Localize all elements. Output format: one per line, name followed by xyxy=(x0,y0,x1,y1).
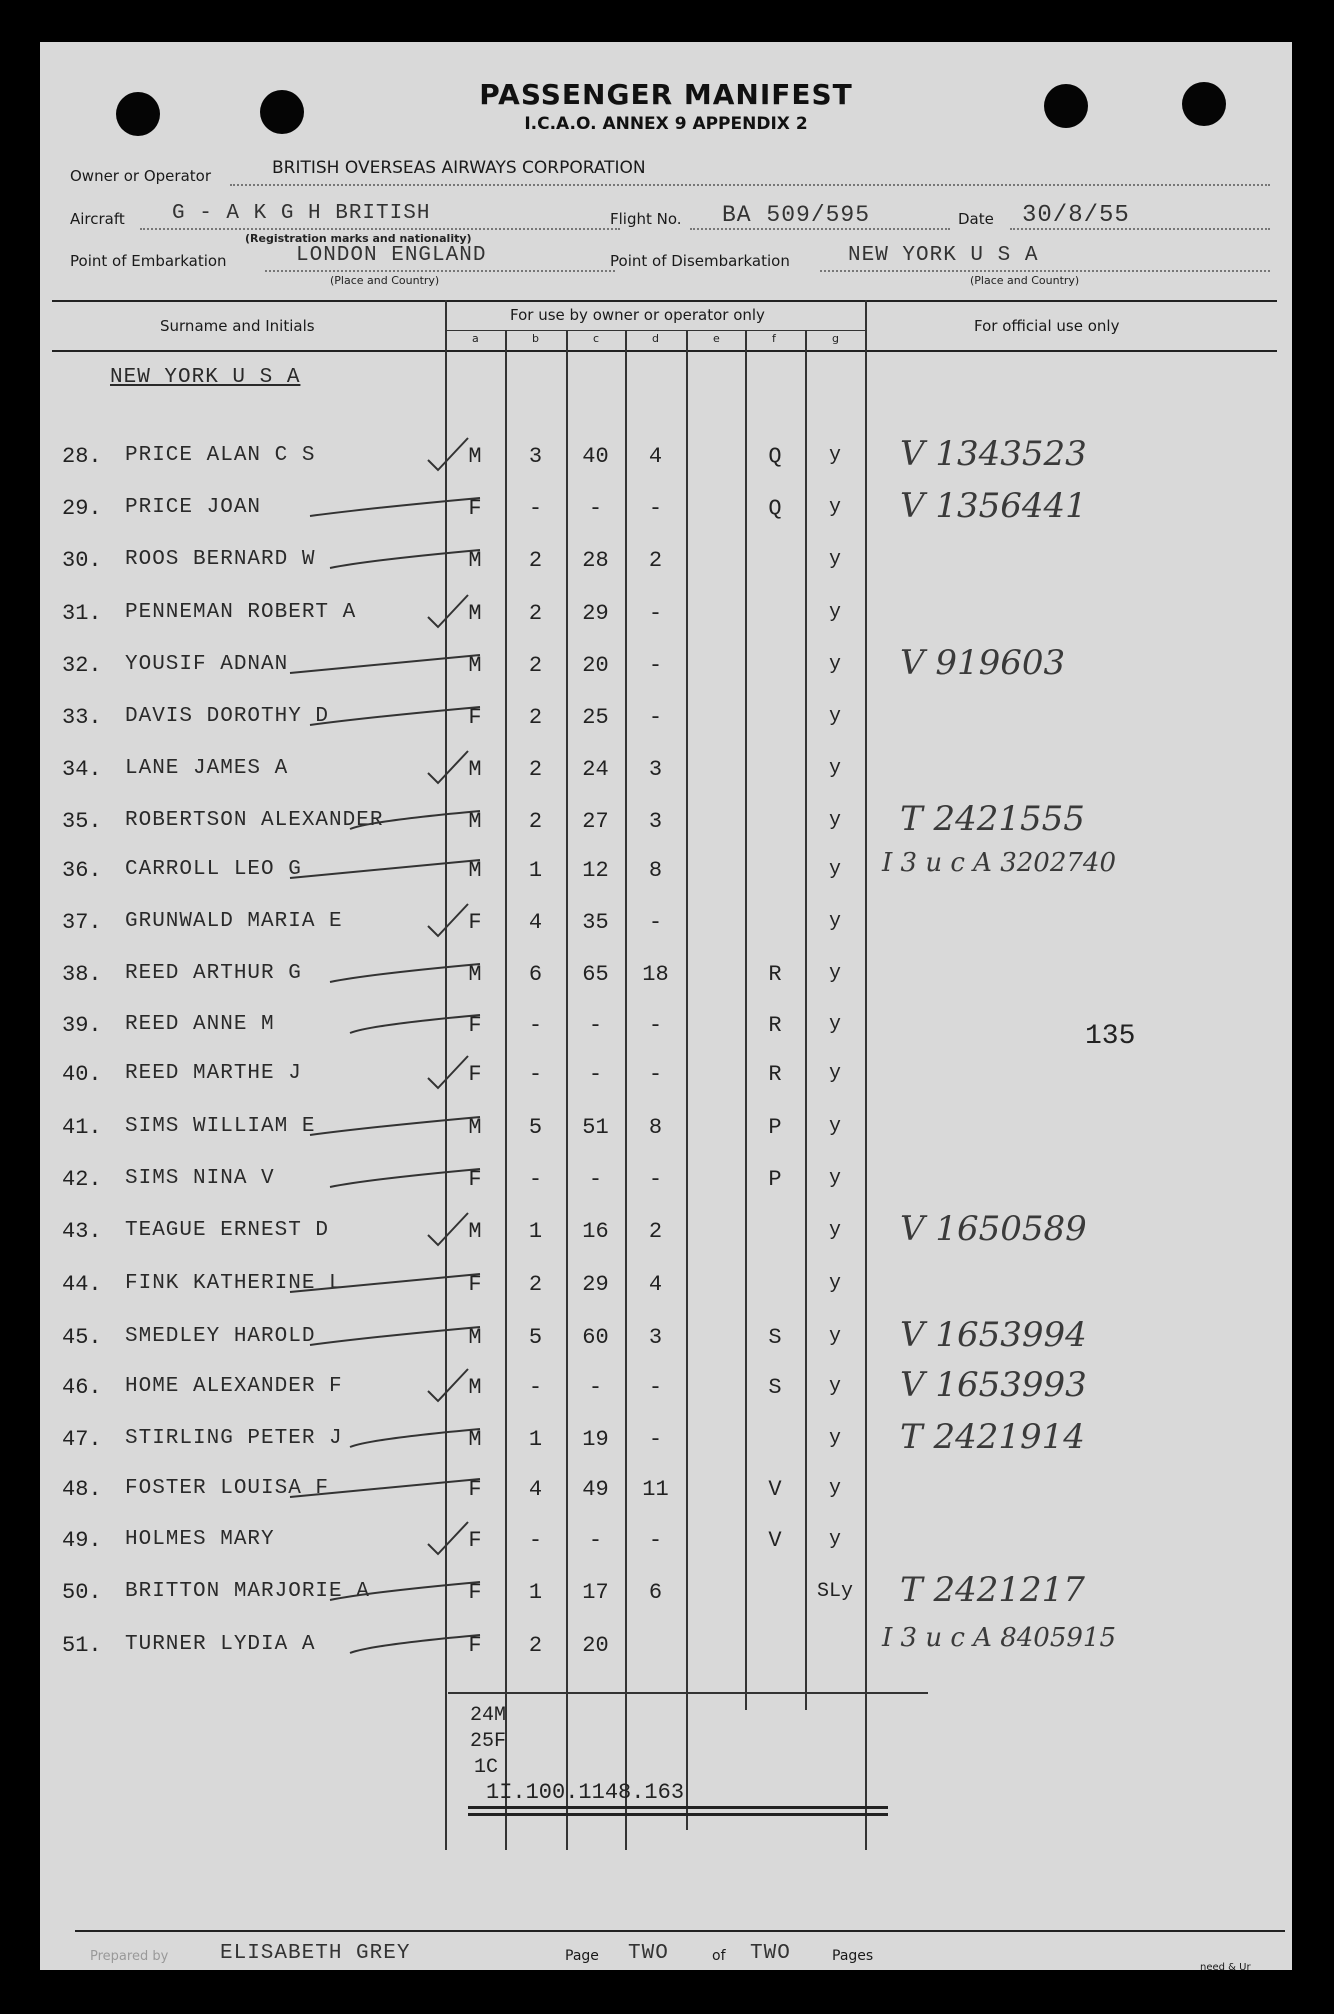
check-mark xyxy=(428,1213,468,1245)
cell-b: - xyxy=(528,1013,543,1038)
row-number: 36. xyxy=(62,858,102,883)
cell-d: 8 xyxy=(648,1115,663,1140)
cell-c: 12 xyxy=(582,858,609,883)
cell-b: 2 xyxy=(528,601,543,626)
cell-d: - xyxy=(648,1427,663,1452)
cell-c: 27 xyxy=(582,809,609,834)
cell-a: F xyxy=(468,705,482,730)
row-number: 34. xyxy=(62,757,102,782)
official-entry: I 3 u c A 3202740 xyxy=(882,848,1117,878)
flight-label: Flight No. xyxy=(610,210,682,228)
row-number: 35. xyxy=(62,809,102,834)
row-number: 46. xyxy=(62,1375,102,1400)
cell-d: - xyxy=(648,1528,663,1553)
row-number: 50. xyxy=(62,1580,102,1605)
cell-g: SLy xyxy=(816,1580,853,1603)
cell-b: - xyxy=(528,1375,543,1400)
row-number: 48. xyxy=(62,1477,102,1502)
row-number: 51. xyxy=(62,1633,102,1658)
passenger-name: ROOS BERNARD W xyxy=(125,548,316,571)
cell-b: 2 xyxy=(528,757,543,782)
row-number: 45. xyxy=(62,1325,102,1350)
row-number: 38. xyxy=(62,962,102,987)
of-label: of xyxy=(712,1948,726,1964)
official-entry: V 919603 xyxy=(900,643,1066,683)
cell-g: y xyxy=(828,1115,841,1138)
disembarkation-value: NEW YORK U S A xyxy=(848,244,1039,267)
cell-c: 65 xyxy=(582,962,609,987)
official-entry: V 1653994 xyxy=(900,1315,1087,1355)
cell-a: M xyxy=(468,444,482,469)
check-mark xyxy=(428,1369,468,1401)
official-entry: 135 xyxy=(1085,1021,1136,1052)
passenger-name: REED MARTHE J xyxy=(125,1062,302,1085)
cell-a: M xyxy=(468,1219,482,1244)
cell-g: y xyxy=(828,1062,841,1085)
official-entry: V 1343523 xyxy=(900,434,1087,474)
cell-a: F xyxy=(468,1272,482,1297)
cell-f: Q xyxy=(768,444,782,469)
cell-b: - xyxy=(528,1528,543,1553)
sub-column-c: c xyxy=(593,332,600,345)
row-number: 49. xyxy=(62,1528,102,1553)
strike-line xyxy=(350,1015,480,1033)
cell-d: 6 xyxy=(648,1580,663,1605)
cell-c: 51 xyxy=(582,1115,609,1140)
row-number: 28. xyxy=(62,444,102,469)
cell-g: y xyxy=(828,1219,841,1242)
cell-b: 2 xyxy=(528,1272,543,1297)
owner-columns-header: For use by owner or operator only xyxy=(510,306,765,324)
cell-g: y xyxy=(828,444,841,467)
cell-g: y xyxy=(828,653,841,676)
sub-column-f: f xyxy=(772,332,776,345)
strike-line xyxy=(350,811,480,829)
passenger-name: LANE JAMES A xyxy=(125,757,289,780)
cell-a: F xyxy=(468,1013,482,1038)
passenger-name: TEAGUE ERNEST D xyxy=(125,1219,330,1242)
cell-b: 2 xyxy=(528,1633,543,1658)
owner-label: Owner or Operator xyxy=(70,167,211,185)
sub-column-e: e xyxy=(713,332,720,345)
cell-c: 19 xyxy=(582,1427,609,1452)
cell-a: M xyxy=(468,1325,482,1350)
totals-sum: 1I.100.1148.163 xyxy=(486,1780,685,1805)
stamp-mark: need & Ur xyxy=(1200,1962,1251,1973)
cell-d: - xyxy=(648,1062,663,1087)
cell-f: V xyxy=(768,1528,782,1553)
passenger-name: PRICE JOAN xyxy=(125,496,262,519)
cell-d: - xyxy=(648,1013,663,1038)
date-value: 30/8/55 xyxy=(1022,202,1130,229)
manifest-title: PASSENGER MANIFEST xyxy=(479,78,853,111)
cell-a: M xyxy=(468,757,482,782)
cell-d: 18 xyxy=(642,962,669,987)
destination-heading: NEW YORK U S A xyxy=(110,366,301,389)
cell-d: 2 xyxy=(648,548,663,573)
row-number: 32. xyxy=(62,653,102,678)
cell-c: - xyxy=(588,1375,603,1400)
row-number: 33. xyxy=(62,705,102,730)
aircraft-label: Aircraft xyxy=(70,210,125,228)
passenger-name: YOUSIF ADNAN xyxy=(125,653,289,676)
cell-d: 3 xyxy=(648,1325,663,1350)
check-mark xyxy=(428,595,468,627)
cell-a: F xyxy=(468,1167,482,1192)
cell-g: y xyxy=(828,1375,841,1398)
date-label: Date xyxy=(958,210,994,228)
cell-g: y xyxy=(828,1477,841,1500)
strike-line xyxy=(290,655,480,673)
cell-f: S xyxy=(768,1325,782,1350)
total-children: 1C xyxy=(474,1756,499,1779)
official-column-header: For official use only xyxy=(974,317,1120,335)
cell-c: - xyxy=(588,1013,603,1038)
cell-g: y xyxy=(828,1325,841,1348)
passenger-name: SIMS WILLIAM E xyxy=(125,1115,316,1138)
strike-line xyxy=(290,1274,480,1292)
passenger-name: PRICE ALAN C S xyxy=(125,444,316,467)
passenger-name: FINK KATHERINE L xyxy=(125,1272,343,1295)
cell-c: 17 xyxy=(582,1580,609,1605)
cell-a: F xyxy=(468,1477,482,1502)
cell-c: 25 xyxy=(582,705,609,730)
official-entry: T 2421217 xyxy=(900,1570,1085,1610)
page-label: Page xyxy=(565,1948,599,1964)
row-number: 31. xyxy=(62,601,102,626)
strike-line xyxy=(350,1429,480,1447)
sub-column-g: g xyxy=(832,332,839,345)
cell-g: y xyxy=(828,962,841,985)
cell-g: y xyxy=(828,548,841,571)
cell-d: - xyxy=(648,653,663,678)
passenger-name: DAVIS DOROTHY D xyxy=(125,705,330,728)
pen-strokes xyxy=(40,42,1292,1970)
passenger-name: TURNER LYDIA A xyxy=(125,1633,316,1656)
cell-g: y xyxy=(828,757,841,780)
cell-f: P xyxy=(768,1167,782,1192)
cell-c: 20 xyxy=(582,653,609,678)
cell-b: 1 xyxy=(528,1580,543,1605)
cell-g: y xyxy=(828,1013,841,1036)
cell-f: P xyxy=(768,1115,782,1140)
cell-a: M xyxy=(468,858,482,883)
total-males: 24M xyxy=(470,1704,507,1727)
check-mark xyxy=(428,904,468,936)
cell-c: 29 xyxy=(582,601,609,626)
cell-d: - xyxy=(648,1167,663,1192)
row-number: 39. xyxy=(62,1013,102,1038)
cell-b: 2 xyxy=(528,653,543,678)
cell-f: S xyxy=(768,1375,782,1400)
cell-c: - xyxy=(588,1167,603,1192)
cell-g: y xyxy=(828,809,841,832)
embarkation-note: (Place and Country) xyxy=(330,274,440,287)
strike-line xyxy=(290,1479,480,1497)
strike-line xyxy=(330,964,480,982)
cell-b: - xyxy=(528,1062,543,1087)
check-mark xyxy=(428,1522,468,1554)
cell-d: - xyxy=(648,910,663,935)
cell-g: y xyxy=(828,1528,841,1551)
cell-c: 40 xyxy=(582,444,609,469)
cell-d: 3 xyxy=(648,757,663,782)
cell-a: F xyxy=(468,496,482,521)
passenger-name: REED ARTHUR G xyxy=(125,962,302,985)
cell-b: 2 xyxy=(528,705,543,730)
strike-line xyxy=(330,1582,480,1600)
official-entry: V 1650589 xyxy=(900,1209,1087,1249)
official-entry: I 3 u c A 8405915 xyxy=(882,1623,1117,1653)
cell-a: M xyxy=(468,809,482,834)
cell-a: M xyxy=(468,601,482,626)
cell-a: M xyxy=(468,653,482,678)
cell-b: 4 xyxy=(528,910,543,935)
row-number: 37. xyxy=(62,910,102,935)
cell-b: 1 xyxy=(528,1427,543,1452)
cell-b: - xyxy=(528,496,543,521)
passenger-name: PENNEMAN ROBERT A xyxy=(125,601,357,624)
cell-c: - xyxy=(588,1062,603,1087)
official-entry: V 1356441 xyxy=(900,486,1087,526)
cell-a: M xyxy=(468,548,482,573)
cell-d: - xyxy=(648,705,663,730)
cell-b: 5 xyxy=(528,1325,543,1350)
passenger-name: FOSTER LOUISA F xyxy=(125,1477,330,1500)
cell-d: - xyxy=(648,1375,663,1400)
cell-b: 2 xyxy=(528,809,543,834)
cell-d: 4 xyxy=(648,444,663,469)
cell-f: R xyxy=(768,1013,782,1038)
of-value: TWO xyxy=(750,1942,791,1965)
passenger-name: BRITTON MARJORIE A xyxy=(125,1580,370,1603)
total-females: 25F xyxy=(470,1730,507,1753)
cell-g: y xyxy=(828,1167,841,1190)
cell-g: y xyxy=(828,858,841,881)
cell-c: - xyxy=(588,496,603,521)
cell-g: y xyxy=(828,496,841,519)
passenger-name: REED ANNE M xyxy=(125,1013,275,1036)
cell-a: F xyxy=(468,1528,482,1553)
page-value: TWO xyxy=(628,1942,669,1965)
row-number: 42. xyxy=(62,1167,102,1192)
cell-b: 3 xyxy=(528,444,543,469)
passenger-name: HOLMES MARY xyxy=(125,1528,275,1551)
embarkation-value: LONDON ENGLAND xyxy=(296,244,487,267)
cell-g: y xyxy=(828,1427,841,1450)
cell-f: R xyxy=(768,962,782,987)
passenger-name: SIMS NINA V xyxy=(125,1167,275,1190)
cell-b: 6 xyxy=(528,962,543,987)
sub-column-b: b xyxy=(532,332,539,345)
aircraft-value: G - A K G H BRITISH xyxy=(172,202,431,225)
cell-b: - xyxy=(528,1167,543,1192)
cell-c: 16 xyxy=(582,1219,609,1244)
cell-a: M xyxy=(468,1115,482,1140)
cell-c: - xyxy=(588,1528,603,1553)
manifest-sheet xyxy=(40,42,1292,1973)
cell-a: M xyxy=(468,1427,482,1452)
strike-line xyxy=(310,707,480,725)
passenger-name: CARROLL LEO G xyxy=(125,858,302,881)
passenger-name: SMEDLEY HAROLD xyxy=(125,1325,316,1348)
strike-line xyxy=(310,1327,480,1345)
cell-c: 49 xyxy=(582,1477,609,1502)
cell-g: y xyxy=(828,601,841,624)
passenger-name: HOME ALEXANDER F xyxy=(125,1375,343,1398)
cell-f: Q xyxy=(768,496,782,521)
cell-b: 2 xyxy=(528,548,543,573)
cell-g: y xyxy=(828,1272,841,1295)
official-entry: T 2421914 xyxy=(900,1417,1085,1457)
cell-d: 4 xyxy=(648,1272,663,1297)
cell-b: 1 xyxy=(528,858,543,883)
prepared-by-label: Prepared by xyxy=(90,1949,169,1964)
cell-c: 24 xyxy=(582,757,609,782)
cell-a: F xyxy=(468,1062,482,1087)
aircraft-note: (Registration marks and nationality) xyxy=(245,232,472,245)
row-number: 41. xyxy=(62,1115,102,1140)
owner-value: BRITISH OVERSEAS AIRWAYS CORPORATION xyxy=(272,158,646,178)
disembarkation-label: Point of Disembarkation xyxy=(610,252,790,270)
cell-f: V xyxy=(768,1477,782,1502)
strike-line xyxy=(310,1117,480,1135)
passenger-name: STIRLING PETER J xyxy=(125,1427,343,1450)
row-number: 43. xyxy=(62,1219,102,1244)
embarkation-label: Point of Embarkation xyxy=(70,252,227,270)
strike-line xyxy=(290,860,480,878)
surname-column-header: Surname and Initials xyxy=(160,317,315,335)
row-number: 30. xyxy=(62,548,102,573)
row-number: 40. xyxy=(62,1062,102,1087)
cell-c: 29 xyxy=(582,1272,609,1297)
cell-d: 2 xyxy=(648,1219,663,1244)
flight-value: BA 509/595 xyxy=(722,202,871,228)
check-mark xyxy=(428,438,468,470)
prepared-by-value: ELISABETH GREY xyxy=(220,1942,411,1965)
cell-b: 1 xyxy=(528,1219,543,1244)
cell-d: 3 xyxy=(648,809,663,834)
pages-label: Pages xyxy=(832,1948,874,1964)
cell-c: 35 xyxy=(582,910,609,935)
row-number: 47. xyxy=(62,1427,102,1452)
check-mark xyxy=(428,751,468,783)
passenger-name: ROBERTSON ALEXANDER xyxy=(125,809,384,832)
cell-d: - xyxy=(648,496,663,521)
manifest-subtitle: I.C.A.O. ANNEX 9 APPENDIX 2 xyxy=(524,114,808,134)
cell-a: F xyxy=(468,1580,482,1605)
cell-d: 11 xyxy=(642,1477,669,1502)
cell-a: M xyxy=(468,962,482,987)
cell-c: 60 xyxy=(582,1325,609,1350)
official-entry: V 1653993 xyxy=(900,1365,1087,1405)
strike-line xyxy=(310,498,480,516)
cell-a: F xyxy=(468,1633,482,1658)
sub-column-a: a xyxy=(472,332,479,345)
cell-b: 5 xyxy=(528,1115,543,1140)
cell-g: y xyxy=(828,910,841,933)
strike-line xyxy=(330,1169,480,1187)
cell-c: 28 xyxy=(582,548,609,573)
cell-f: R xyxy=(768,1062,782,1087)
disembarkation-note: (Place and Country) xyxy=(970,274,1080,287)
official-entry: T 2421555 xyxy=(900,799,1085,839)
cell-c: 20 xyxy=(582,1633,609,1658)
sub-column-d: d xyxy=(652,332,659,345)
strike-line xyxy=(350,1635,480,1653)
cell-g: y xyxy=(828,705,841,728)
row-number: 44. xyxy=(62,1272,102,1297)
check-mark xyxy=(428,1056,468,1088)
row-number: 29. xyxy=(62,496,102,521)
cell-b: 4 xyxy=(528,1477,543,1502)
cell-d: - xyxy=(648,601,663,626)
cell-a: M xyxy=(468,1375,482,1400)
strike-line xyxy=(330,550,480,568)
cell-a: F xyxy=(468,910,482,935)
passenger-name: GRUNWALD MARIA E xyxy=(125,910,343,933)
cell-d: 8 xyxy=(648,858,663,883)
